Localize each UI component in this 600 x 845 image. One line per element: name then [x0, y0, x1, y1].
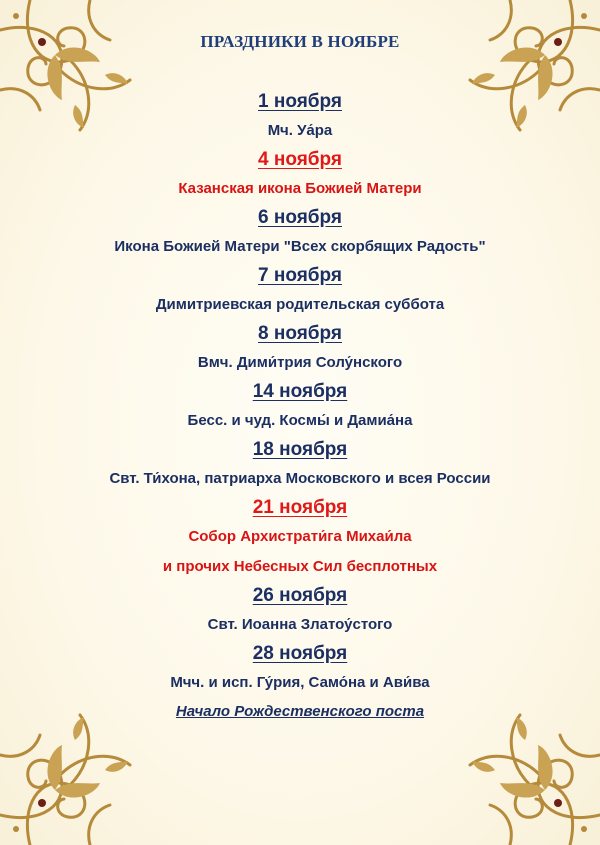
holiday-date: 26 ноября: [252, 585, 348, 606]
holiday-description: Вмч. Дими́трия Солу́нского: [197, 354, 403, 371]
holiday-date: 28 ноября: [252, 643, 348, 664]
fast-start-note: Начало Рождественского поста: [175, 703, 425, 720]
holiday-description: Мчч. и исп. Гу́рия, Само́на и Ави́ва: [170, 674, 430, 691]
holiday-list: [40, 88, 560, 726]
holiday-description: Икона Божией Матери "Всех скорбящих Радость": [114, 238, 486, 255]
holiday-date: 6 ноября: [258, 207, 342, 228]
holiday-description: Казанская икона Божией Матери: [178, 180, 422, 197]
holiday-date: 21 ноября: [252, 497, 348, 518]
holiday-description: Мч. Уа́ра: [267, 122, 333, 139]
holiday-description: Димитриевская родительская суббота: [155, 296, 445, 313]
holiday-description: Собор Архистрати́га Михаи́ла: [188, 528, 412, 545]
holiday-date: 8 ноября: [258, 323, 342, 344]
holiday-date: 4 ноября: [258, 149, 342, 170]
holiday-date: 7 ноября: [258, 265, 342, 286]
holiday-description: Свт. Иоанна Златоу́стого: [207, 616, 393, 633]
holiday-date: 18 ноября: [252, 439, 348, 460]
holiday-description: Бесс. и чуд. Космы́ и Дамиа́на: [187, 412, 413, 429]
page-title: ПРАЗДНИКИ В НОЯБРЕ: [200, 32, 400, 51]
holiday-date: 1 ноября: [258, 91, 342, 112]
holiday-description-continued: и прочих Небесных Сил бесплотных: [162, 558, 438, 575]
holiday-description: Свт. Ти́хона, патриарха Московского и всея России: [109, 470, 491, 487]
holiday-date: 14 ноября: [252, 381, 348, 402]
